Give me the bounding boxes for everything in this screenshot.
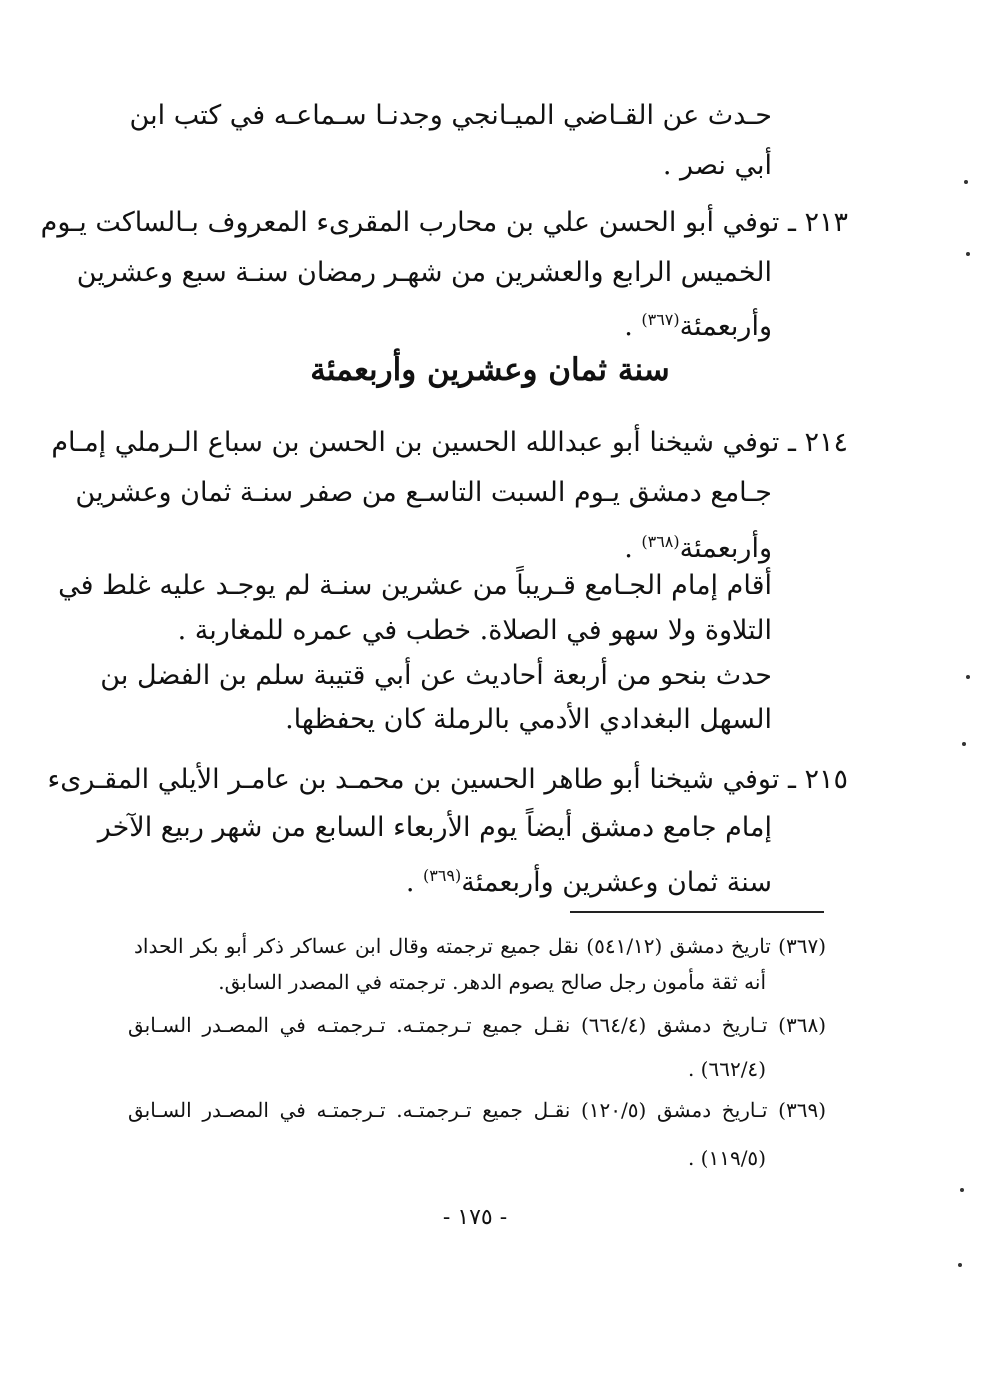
text-line: جـامع دمشق يـوم السبت التاسـع من صفر سنـة ثمان وعشرين — [75, 477, 772, 508]
footnote-line: أنه ثقة مأمون رجل صالح يصوم الدهر. ترجمته في المصدر السابق. — [218, 970, 766, 994]
footnote-ref: (٣٦٧) — [641, 310, 680, 329]
scan-speck — [958, 1263, 962, 1267]
text-line: حدث بنحو من أربعة أحاديث عن أبي قتيبة سلم بن الفضل بن — [100, 660, 772, 691]
page-number: - ١٧٥ - — [442, 1205, 508, 1230]
entry-213: ٢١٣ ـ توفي أبو الحسن علي بن محارب المقرىء المعروف بـالساكت يـوم — [40, 207, 848, 238]
text-line: أقام إمام الجـامع قـريباً من عشرين سنـة لم يوجـد عليه غلط في — [58, 570, 772, 601]
footnote-line: (١١٩/٥) . — [687, 1146, 766, 1170]
footnote-line: (٣٦٩) تـاريخ دمشق (١٢٠/٥) نقـل جميع تـرجمتـه. تـرجمتـه في المصـدر السـابق — [128, 1098, 826, 1122]
text-fragment: سنة ثمان وعشرين وأربعمئة — [461, 867, 772, 898]
text-line: أبي نصر . — [662, 150, 772, 181]
section-heading: سنة ثمان وعشرين وأربعمئة — [310, 352, 670, 388]
entry-215: ٢١٥ ـ توفي شيخنا أبو طاهر الحسين بن محمـد بن عامـر الأيلي المقـرىء — [47, 764, 848, 795]
text-line — [400, 522, 772, 569]
scan-speck — [960, 1188, 964, 1192]
scan-speck — [964, 180, 968, 184]
text-line: الخميس الرابع والعشرين من شهـر رمضان سنـة سبع وعشرين — [76, 257, 772, 288]
period: . — [624, 533, 642, 564]
text-line: إمام جامع دمشق أيضاً يوم الأربعاء السابع من شهر ربيع الآخر — [97, 812, 772, 843]
footnote-separator — [570, 911, 824, 913]
period: . — [405, 867, 423, 898]
footnote-ref: (٣٦٩) — [422, 866, 462, 885]
text-line: حـدث عن القـاضي الميـانجي وجدنـا سـماعـه في كتب ابن — [129, 100, 772, 131]
footnote-ref: (٣٦٨) — [641, 532, 680, 551]
footnote-line: (٦٦٢/٤) . — [687, 1057, 766, 1081]
text-line: السهل البغدادي الأدمي بالرملة كان يحفظها. — [285, 704, 772, 735]
text-fragment: وأربعمئة — [679, 533, 772, 564]
text-line — [400, 300, 772, 347]
scan-speck — [962, 742, 966, 746]
scan-speck — [966, 252, 970, 256]
scan-speck — [966, 675, 970, 679]
footnote-line: (٣٦٧) تاريخ دمشق (٥٤١/١٢) نقل جميع ترجمته وقال ابن عساكر ذكر أبو بكر الحداد — [134, 934, 826, 958]
text-line: التلاوة ولا سهو في الصلاة. خطب في عمره للمغاربة . — [177, 615, 772, 646]
entry-214: ٢١٤ ـ توفي شيخنا أبو عبدالله الحسين بن الحسن بن سباع الـرملي إمـام — [51, 427, 848, 458]
period: . — [624, 311, 642, 342]
text-fragment: وأربعمئة — [679, 311, 772, 342]
footnote-line: (٣٦٨) تـاريخ دمشق (٦٦٤/٤) نقـل جميع تـرجمتـه. تـرجمتـه في المصـدر السـابق — [128, 1013, 826, 1037]
text-line — [400, 856, 772, 903]
